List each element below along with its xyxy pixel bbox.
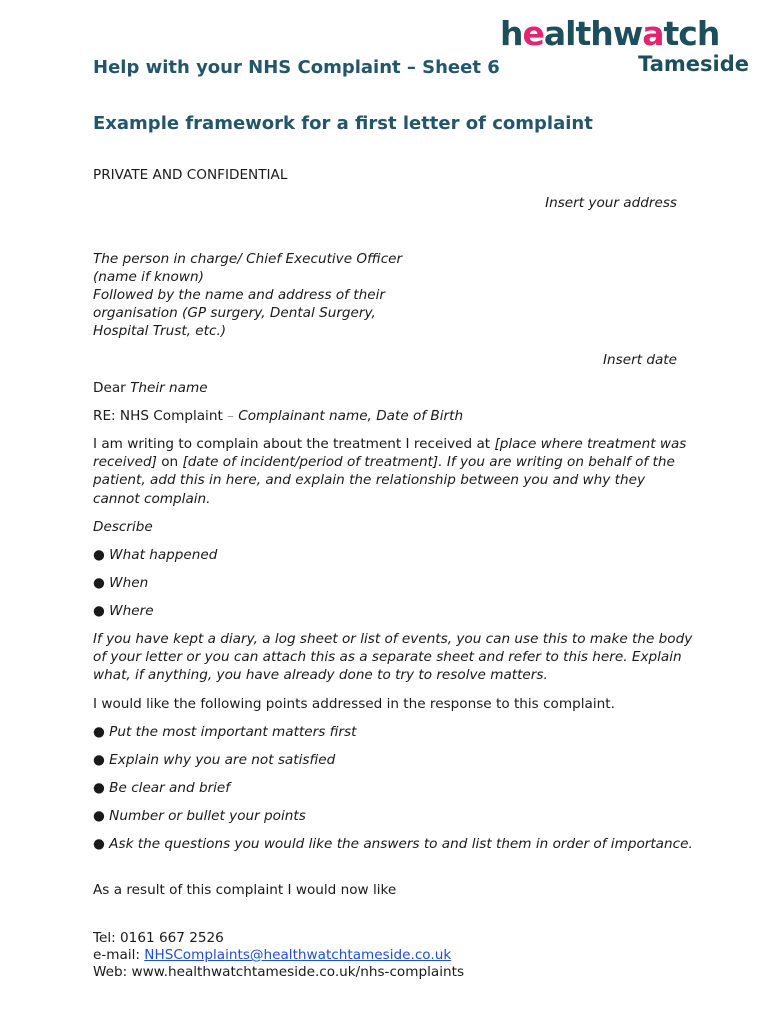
point-item: ● Put the most important matters first xyxy=(93,724,357,740)
logo-wordmark: healthwatch xyxy=(500,14,720,53)
contact-tel: Tel: 0161 667 2526 xyxy=(93,930,224,946)
recipient-line: Hospital Trust, etc.) xyxy=(93,323,227,339)
describe-item: ● When xyxy=(93,575,149,591)
private-confidential: PRIVATE AND CONFIDENTIAL xyxy=(93,167,288,183)
point-item: ● Be clear and brief xyxy=(93,780,231,796)
re-line: RE: NHS Complaint – Complainant name, Date of Birth xyxy=(93,408,464,424)
page-subtitle: Example framework for a first letter of complaint xyxy=(93,113,593,134)
salutation: Dear Their name xyxy=(93,380,208,396)
result-line: As a result of this complaint I would now like xyxy=(93,882,397,898)
body-paragraph: I am writing to complain about the treatment I received at [place where treatment was received] on [date of incident/period of treatment]. If you are writing on behalf of the patient, add this in here, and explain the relationship between you and why they cannot complain. xyxy=(93,436,687,507)
point-item: ● Ask the questions you would like the answers to and list them in order of importance. xyxy=(93,836,693,852)
recipient-line: (name if known) xyxy=(93,269,204,285)
logo-subtitle: Tameside xyxy=(638,52,749,76)
contact-web: Web: www.healthwatchtameside.co.uk/nhs-complaints xyxy=(93,964,465,980)
describe-item: ● What happened xyxy=(93,547,218,563)
recipient-line: The person in charge/ Chief Executive Officer xyxy=(93,251,403,267)
recipient-line: organisation (GP surgery, Dental Surgery, xyxy=(93,305,376,321)
points-intro: I would like the following points addressed in the response to this complaint. xyxy=(93,696,615,712)
page-title: Help with your NHS Complaint – Sheet 6 xyxy=(93,57,500,78)
contact-email: e-mail: NHSComplaints@healthwatchtameside.co.uk xyxy=(93,947,452,963)
point-item: ● Explain why you are not satisfied xyxy=(93,752,336,768)
diary-paragraph: If you have kept a diary, a log sheet or list of events, you can use this to make the body of your letter or you can attach this as a separate sheet and refer to this here. Explain what, if anything, you have already done to try to resolve matters. xyxy=(93,631,693,684)
email-link[interactable]: NHSComplaints@healthwatchtameside.co.uk xyxy=(144,947,452,963)
insert-date: Insert date xyxy=(603,352,677,368)
describe-item: ● Where xyxy=(93,603,154,619)
recipient-line: Followed by the name and address of their xyxy=(93,287,385,303)
healthwatch-logo xyxy=(500,14,755,76)
point-item: ● Number or bullet your points xyxy=(93,808,306,824)
insert-address: Insert your address xyxy=(545,195,677,211)
describe-heading: Describe xyxy=(93,519,153,535)
